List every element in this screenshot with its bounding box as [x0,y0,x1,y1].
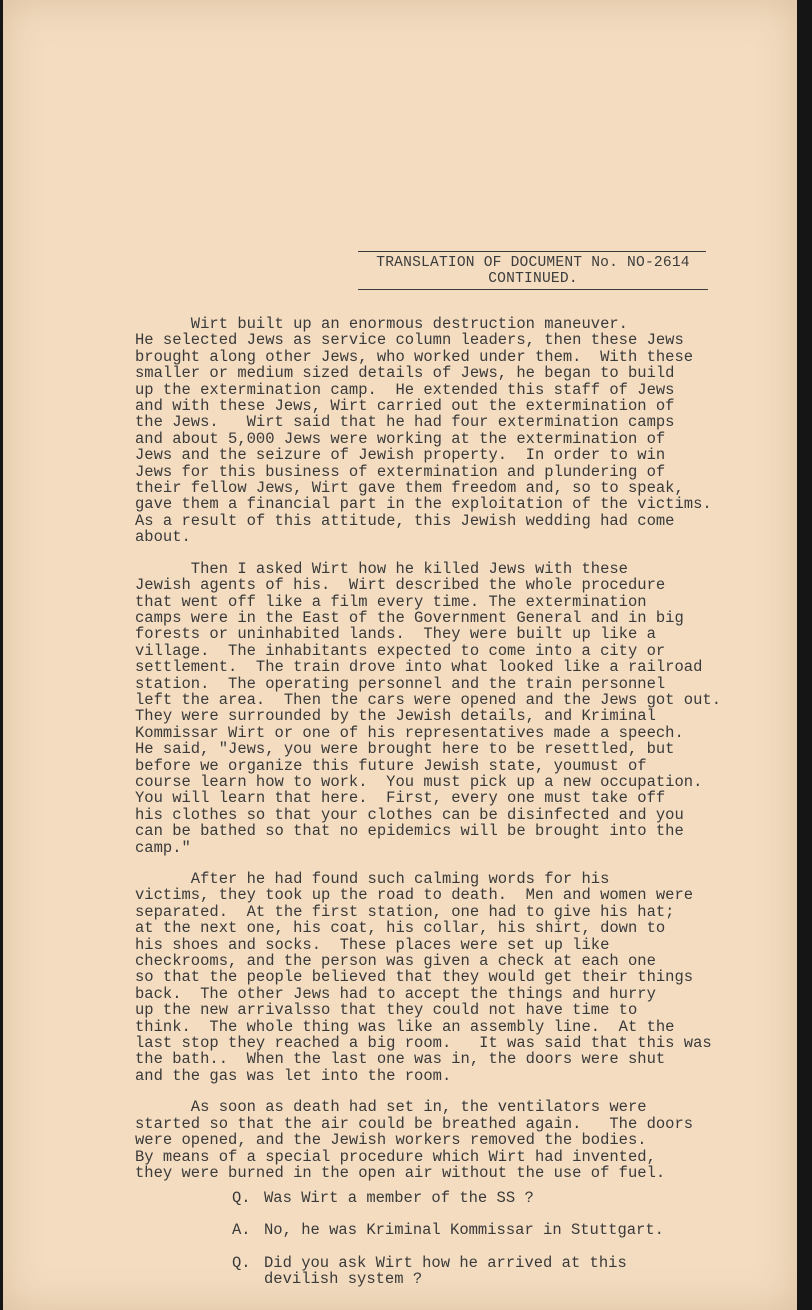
text-line: station. The operating personnel and the train personnel [135,674,666,693]
qa-item [232,1222,772,1238]
text-line: settlement. The train drove into what looked like a railroad [135,658,703,677]
text-line: up the new arrivalsso that they could not have time to [135,1001,638,1020]
text-line: up the extermination camp. He extended this staff of Jews [135,380,675,399]
text-line: his clothes so that your clothes can be disinfected and you [135,805,684,824]
text-line: camp." [135,838,191,857]
text-line: at the next one, his coat, his collar, his shirt, down to [135,919,666,938]
qa-text [264,1222,664,1238]
text-line: Did you ask Wirt how he arrived at this [264,1253,627,1272]
text-line: Jews and the seizure of Jewish property. In order to win [135,446,666,465]
text-line: their fellow Jews, Wirt gave them freedom and, so to speak, [135,479,684,498]
text-line: village. The inhabitants expected to come into a city or [135,641,666,660]
text-line: Then I asked Wirt how he killed Jews with these [135,559,628,578]
text-line: last stop they reached a big room. It was said that this was [135,1034,712,1053]
text-line: left the area. Then the cars were opened and the Jews got out. [135,690,721,709]
text-line: his shoes and socks. These places were set up like [135,935,610,954]
text-line: separated. At the first station, one had to give his hat; [135,902,675,921]
qa-tag: A. [232,1221,251,1240]
heading-title: TRANSLATION OF DOCUMENT No. NO-2614 [376,255,690,271]
text-line: back. The other Jews had to accept the things and hurry [135,984,656,1003]
text-line: He said, "Jews, you were brought here to be resettled, but [135,740,675,759]
text-line: and with these Jews, Wirt carried out the extermination of [135,397,675,416]
qa-item [232,1190,772,1206]
text-line: and about 5,000 Jews were working at the extermination of [135,429,666,448]
qa-text [264,1255,627,1288]
text-line: As a result of this attitude, this Jewish wedding had come [135,511,675,530]
heading-top-rule [358,251,706,252]
text-line: so that the people believed that they would get their things [135,968,694,987]
text-line: the bath.. When the last one was in, the doors were shut [135,1050,666,1069]
text-line: Jewish agents of his. Wirt described the whole procedure [135,576,666,595]
text-line: gave them a financial part in the exploitation of the victims. [135,495,712,514]
text-line: they were burned in the open air without the use of fuel. [135,1163,666,1182]
paragraph [135,871,775,1084]
text-line: started so that the air could be breathed again. The doors [135,1114,694,1133]
paragraph [135,561,775,856]
text-line: As soon as death had set in, the ventilators were [135,1098,647,1117]
text-line: forests or uninhabited lands. They were built up like a [135,625,656,644]
text-line: before we organize this future Jewish state, youmust of [135,756,647,775]
text-line: think. The whole thing was like an assembly line. At the [135,1017,675,1036]
text-line: You will learn that here. First, every one must take off [135,789,666,808]
text-line: brought along other Jews, who worked under them. With these [135,347,694,366]
heading-subtitle: CONTINUED. [358,271,708,290]
document-page [3,0,797,1310]
question-answer-section [232,1190,772,1304]
text-line: No, he was Kriminal Kommissar in Stuttgart. [264,1221,664,1240]
text-line: can be bathed so that no epidemics will be brought into the [135,822,684,841]
text-line: smaller or medium sized details of Jews, he began to build [135,364,675,383]
text-line: course learn how to work. You must pick up a new occupation. [135,772,703,791]
text-line: By means of a special procedure which Wirt had invented, [135,1147,656,1166]
text-line: They were surrounded by the Jewish details, and Kriminal [135,707,656,726]
text-line: Kommissar Wirt or one of his representatives made a speech. [135,723,684,742]
body-text [135,316,775,1196]
text-line: about. [135,528,191,547]
text-line: devilish system ? [264,1270,423,1289]
text-line: He selected Jews as service column leaders, then these Jews [135,331,684,350]
qa-tag: Q. [232,1189,251,1207]
qa-tag: Q. [232,1253,251,1272]
qa-item [232,1255,772,1288]
text-line: that went off like a film every time. The extermination [135,592,647,611]
qa-text [264,1190,534,1206]
text-line: Jews for this business of extermination and plundering of [135,462,666,481]
text-line: camps were in the East of the Government General and in big [135,608,684,627]
text-line: victims, they took up the road to death. Men and women were [135,886,694,905]
text-line: the Jews. Wirt said that he had four extermination camps [135,413,675,432]
text-line: After he had found such calming words for his [135,870,610,888]
text-line: and the gas was let into the room. [135,1066,452,1085]
document-heading [358,248,708,290]
text-line: Was Wirt a member of the SS ? [264,1189,534,1207]
paragraph [135,316,775,546]
paragraph [135,1099,775,1181]
text-line: Wirt built up an enormous destruction maneuver. [135,315,628,333]
text-line: were opened, and the Jewish workers removed the bodies. [135,1131,647,1150]
text-line: checkrooms, and the person was given a check at each one [135,952,656,971]
